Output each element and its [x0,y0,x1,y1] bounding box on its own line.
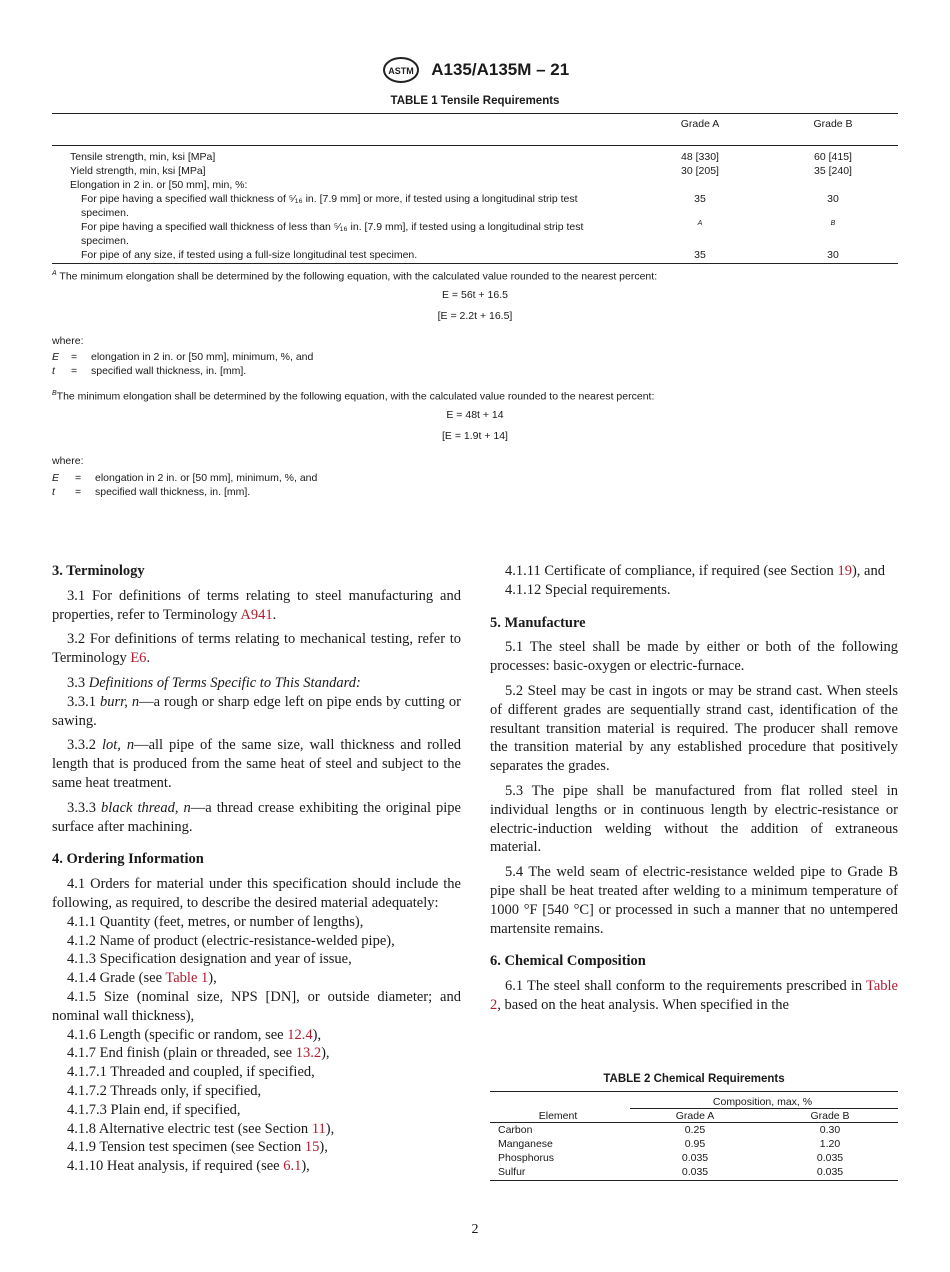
table1-top-rule [52,113,898,114]
symbol: t [52,365,55,377]
link-section-15[interactable]: 15 [304,1139,320,1156]
footnote-text: The minimum elongation shall be determined by the following equation, with the calculated value rounded to the nearest percent: [56,390,655,403]
left-column [52,562,461,1176]
footnote-mark: B [52,390,57,397]
list-item: 4.1.6 Length (specific or random, see 12.4), [67,1026,322,1043]
row-label: Yield strength, min, ksi [MPa] [70,165,206,177]
equation: E = 56t + 16.5 [442,289,508,301]
row-label: Tensile strength, min, ksi [MPa] [70,151,216,163]
table2-header-grade-a: Grade A [675,1110,715,1122]
row-grade-b: 0.035 [816,1166,844,1178]
link-a941[interactable]: A941 [240,606,273,623]
paragraph-6-1: 6.1 The steel shall conform to the requirements prescribed in Table 2, based on the heat analysis. When specified in the [490,978,898,1013]
row-label: For pipe of any size, if tested using a full-size longitudinal test specimen. [81,249,418,261]
equals: = [75,486,82,498]
link-table-2[interactable]: Table 2 [490,978,898,1013]
row-grade-b: 35 [240] [814,165,852,177]
row-grade-a: 48 [330] [681,151,719,163]
paragraph-3-3-2: 3.3.2 lot, n—all pipe of the same size, wall thickness and rolled length that is produced from the same heat of steel and subject to the same heat treatment. [52,737,462,791]
link-6-1[interactable]: 6.1 [283,1158,302,1175]
paragraph-3-3-3: 3.3.3 black thread, n—a thread crease exhibiting the original pipe surface after machining. [52,799,461,835]
definition: specified wall thickness, in. [mm]. [91,365,247,377]
row-label: For pipe having a specified wall thickness of ⁵⁄₁₆ in. [7.9 mm] or more, if tested using a longitudinal strip test specimen. [81,193,578,219]
row-grade-b: 30 [827,193,839,205]
row-grade-b: 30 [827,249,839,261]
list-item: 4.1.7.3 Plain end, if specified, [67,1101,241,1118]
section-heading: 5. Manufacture [490,614,586,631]
footnote-text: The minimum elongation shall be determined by the following equation, with the calculated value rounded to the nearest percent: [59,270,658,283]
list-item: 4.1.8 Alternative electric test (see Section 11), [67,1120,335,1137]
section-heading: 6. Chemical Composition [490,953,646,970]
list-item: 4.1.7 End finish (plain or threaded, see 13.2), [67,1045,330,1062]
list-item: 4.1.4 Grade (see Table 1), [67,970,217,987]
table2-group-header: Composition, max, % [712,1096,813,1108]
list-item: 4.1.12 Special requirements. [505,581,671,598]
symbol: E [52,472,60,484]
row-grade-a: 0.035 [681,1166,709,1178]
list-item: 4.1.1 Quantity (feet, metres, or number of lengths), [67,913,364,930]
table2-header-grade-b: Grade B [810,1110,850,1122]
symbol: E [52,351,60,363]
list-item: 4.1.3 Specification designation and year of issue, [67,951,352,968]
paragraph-5-1: 5.1 The steel shall be made by either or both of the following processes: basic-oxygen or electric-furnace. [490,639,898,675]
definition: specified wall thickness, in. [mm]. [95,486,251,498]
list-item: 4.1.5 Size (nominal size, NPS [DN], or outside diameter; and nominal wall thickness), [52,988,461,1024]
row-grade-a: 0.25 [684,1124,706,1136]
list-item: 4.1.11 Certificate of compliance, if required (see Section 19), and [505,563,885,579]
link-section-11[interactable]: 11 [311,1120,326,1137]
paragraph-3-3-1: 3.3.1 burr, n—a rough or sharp edge left on pipe ends by cutting or sawing. [52,693,461,729]
row-grade-a: 35 [694,193,706,205]
row-element: Manganese [498,1138,553,1150]
footnote-mark: A [52,270,57,277]
table2-top-rule [490,1091,898,1092]
list-item: 4.1.9 Tension test specimen (see Section 15), [67,1139,328,1156]
paragraph-5-4: 5.4 The weld seam of electric-resistance welded pipe to Grade B pipe shall be heat treated after welding to a minimum temperature of 1000 °F [540 °C] or processed in such a manner that no untempered martensite remains. [490,864,898,937]
paragraph-3-3: 3.3 Definitions of Terms Specific to This Standard: [67,674,361,691]
list-item: 4.1.7.1 Threaded and coupled, if specified, [67,1064,315,1081]
footnote-ref-b: B [830,220,836,227]
footnote-a [52,267,898,284]
symbol: t [52,486,55,498]
row-grade-b: 0.035 [816,1152,844,1164]
link-13-2[interactable]: 13.2 [295,1045,322,1062]
row-element: Phosphorus [498,1152,555,1164]
page-number: 2 [471,1222,479,1237]
equals: = [71,365,78,377]
row-label: For pipe having a specified wall thickness of less than ⁵⁄₁₆ in. [7.9 mm], if tested using a longitudinal strip test specimen. [81,221,584,247]
row-label: Elongation in 2 in. or [50 mm], min, %: [70,179,248,191]
equation: [E = 1.9t + 14] [442,430,508,442]
definition: elongation in 2 in. or [50 mm], minimum, %, and [95,472,318,484]
footnote-b [52,387,898,404]
row-grade-a: 0.035 [681,1152,709,1164]
where-label: where: [52,455,84,467]
row-grade-a: 35 [694,249,706,261]
equation: E = 48t + 14 [446,409,504,421]
list-item: 4.1.2 Name of product (electric-resistance-welded pipe), [67,932,395,949]
row-grade-b: 60 [415] [814,151,852,163]
section-heading: 3. Terminology [52,563,145,579]
definition: elongation in 2 in. or [50 mm], minimum, %, and [91,351,314,363]
paragraph-4-1: 4.1 Orders for material under this specification should include the following, as required, to describe the desired material adequately: [52,876,461,911]
link-table-1[interactable]: Table 1 [165,970,209,987]
table1-header-grade-a: Grade A [680,118,720,130]
page-header [0,56,950,84]
section-heading: 4. Ordering Information [52,851,204,868]
row-grade-b: 1.20 [819,1138,841,1150]
equation: [E = 2.2t + 16.5] [437,310,513,322]
astm-logo-icon [381,56,421,84]
row-element: Sulfur [498,1166,526,1178]
paragraph-5-3: 5.3 The pipe shall be manufactured from flat rolled steel in individual lengths or in continuous length by electric-resistance or electric-induction welding without the addition of extraneous material. [490,782,898,856]
document-designation: A135/A135M – 21 [431,60,570,79]
paragraph-3-1: 3.1 For definitions of terms relating to steel manufacturing and properties, refer to Terminology A941. [52,587,461,623]
row-grade-a: 30 [205] [681,165,719,177]
row-grade-b: 0.30 [819,1124,841,1136]
equals: = [75,472,82,484]
table2-header-element: Element [538,1110,578,1122]
equals: = [71,351,78,363]
table1-caption: TABLE 1 Tensile Requirements [390,95,560,107]
link-12-4[interactable]: 12.4 [287,1026,313,1043]
table1-header-rule [52,145,898,146]
link-section-19[interactable]: 19 [837,563,852,579]
table2-caption: TABLE 2 Chemical Requirements [603,1073,785,1085]
where-label: where: [52,335,84,347]
row-grade-a: 0.95 [684,1138,706,1150]
svg-text:ASTM: ASTM [388,66,414,76]
paragraph-5-2: 5.2 Steel may be cast in ingots or may be strand cast. When steels of different grades are sequentially strand cast, identification of the resultant transition material is required. The producer shall remove the transition material by any established procedure that positively separates the grades. [490,682,898,775]
table1-header-grade-b: Grade B [813,118,853,130]
table1-bottom-rule [52,263,898,264]
row-element: Carbon [498,1124,533,1136]
link-e6[interactable]: E6 [130,650,147,667]
list-item: 4.1.7.2 Threads only, if specified, [67,1082,262,1099]
footnote-ref-a: A [697,220,703,227]
list-item: 4.1.10 Heat analysis, if required (see 6.1), [67,1158,310,1175]
right-column [490,562,898,1015]
table2-bottom-rule [490,1180,898,1181]
paragraph-3-2: 3.2 For definitions of terms relating to mechanical testing, refer to Terminology E6. [52,631,461,667]
